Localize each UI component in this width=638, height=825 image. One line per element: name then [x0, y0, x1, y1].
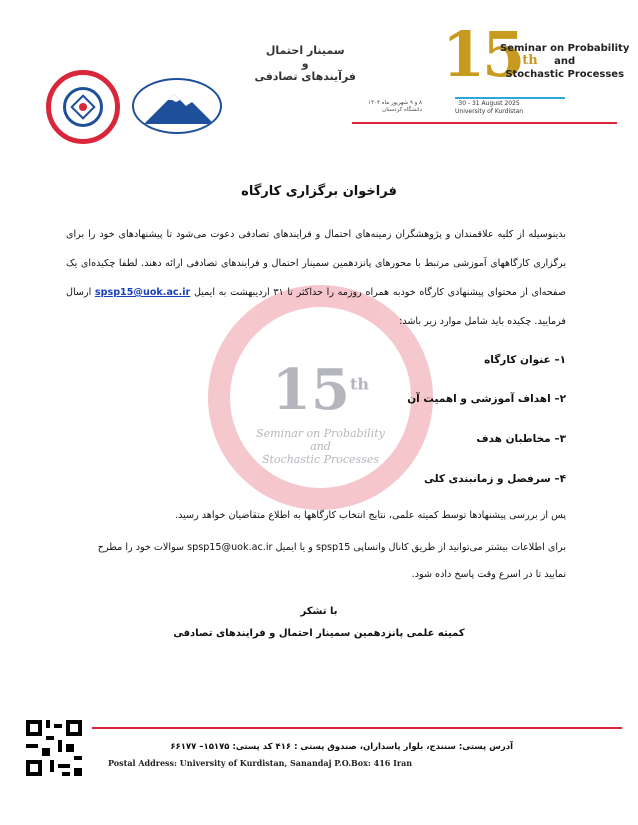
- header-divider: [352, 122, 617, 124]
- seminar-fa-line1: سمینار احتمال: [265, 44, 345, 57]
- contact-line2: نمایید تا در اسرع وقت پاسخ داده شود.: [411, 569, 566, 580]
- contact-line1: برای اطلاعات بیشتر می‌توانید از طریق کانال واتساپی spsp15 و یا ایمیل spsp15@uok.ac.ir سوالات خود را مطرح: [97, 542, 566, 553]
- thanks-text: با تشکر: [300, 606, 338, 617]
- watermark-suffix: th: [349, 374, 369, 394]
- edition-number-text: 15: [442, 18, 523, 91]
- dates-fa-text: ۸ و ۹ شهریور ماه ۱۴۰۴: [368, 100, 422, 106]
- venue-fa-text: دانشگاه کردستان: [382, 107, 422, 113]
- iranian-statistical-society-logo: [132, 78, 222, 134]
- dates-fa: [352, 100, 422, 114]
- seminar-fa-line2: و: [301, 57, 309, 70]
- footer-divider: [92, 727, 622, 729]
- dates-divider: [455, 97, 565, 99]
- intro-text-part1: بدینوسیله از کلیه علاقمندان و پژوهشگران زمینه‌های احتمال و فرایندهای تصادفی دعوت می‌شود تا پیشنهادهای خود را برای برگزاری کارگاههای آموزشی مرتبط با محورهای پانزدهمین سمینار احتمال و فرایندهای تصادفی ارائه دهند. لطفا چکیده‌ای یک صفحه‌ای از محتوای پیشنهادی کارگاه خودبه همراه روزمه را حداکثر تا ۳۱ اردیبهشت به ایمیل: [66, 229, 566, 298]
- watermark-number-text: 15: [272, 357, 350, 423]
- watermark-line2: and: [310, 440, 331, 453]
- dates-en: [455, 100, 523, 116]
- watermark-line3: Stochastic Processes: [261, 453, 380, 466]
- postal-address-en: Postal Address: University of Kurdistan, Sanandaj P.O.Box: 416 Iran: [108, 758, 413, 768]
- qr-code[interactable]: [26, 720, 82, 776]
- university-of-kurdistan-logo: [46, 70, 120, 144]
- watermark-text: [230, 427, 411, 466]
- mountain-icon: [134, 80, 222, 134]
- review-note: پس از بررسی پیشنهادها توسط کمیته علمی، نتایج انتخاب کارگاهها به اطلاع متقاضیان خواهد رسید.: [175, 510, 566, 521]
- dates-en-text: 30 - 31 August 2025: [458, 100, 520, 107]
- edition-suffix: th: [522, 53, 538, 68]
- list-item: ۲– اهداف آموزشی و اهمیت آن: [407, 393, 566, 405]
- postal-address-fa: آدرس پستی: سنندج، بلوار پاسداران، صندوق پستی : ۴۱۶ کد پستی: ۱۵۱۷۵– ۶۶۱۷۷: [170, 742, 513, 752]
- qr-code-icon: [26, 720, 82, 776]
- page-title: فراخوان برگزاری کارگاه: [241, 184, 397, 199]
- intro-text-part2: ارسال فرمایید. چکیده باید شامل موارد زیر باشد:: [66, 287, 566, 327]
- seminar-en-line2: and: [554, 56, 576, 67]
- list-item: ۴– سرفصل و زمانبندی کلی: [424, 473, 566, 485]
- watermark-number: [230, 357, 411, 423]
- watermark-line1: Seminar on Probability: [256, 427, 385, 440]
- seminar-title-en: [500, 42, 629, 81]
- list-item: ۱– عنوان کارگاه: [484, 354, 566, 366]
- seminar-en-line1: Seminar on Probability: [500, 43, 630, 54]
- seminar-fa-line3: فرآیندهای تصادفی: [254, 70, 356, 83]
- signature-text: کمیته علمی پانزدهمین سمینار احتمال و فرایندهای تصادفی: [173, 628, 465, 639]
- seminar-en-line3: Stochastic Processes: [505, 69, 625, 80]
- list-item: ۳– مخاطبان هدف: [476, 433, 566, 445]
- logo-emblem-icon: [51, 75, 115, 139]
- email-link[interactable]: spsp15@uok.ac.ir: [94, 287, 191, 298]
- venue-en-text: University of Kurdistan: [455, 108, 524, 115]
- seminar-title-fa: [254, 44, 356, 83]
- intro-paragraph: [66, 220, 566, 336]
